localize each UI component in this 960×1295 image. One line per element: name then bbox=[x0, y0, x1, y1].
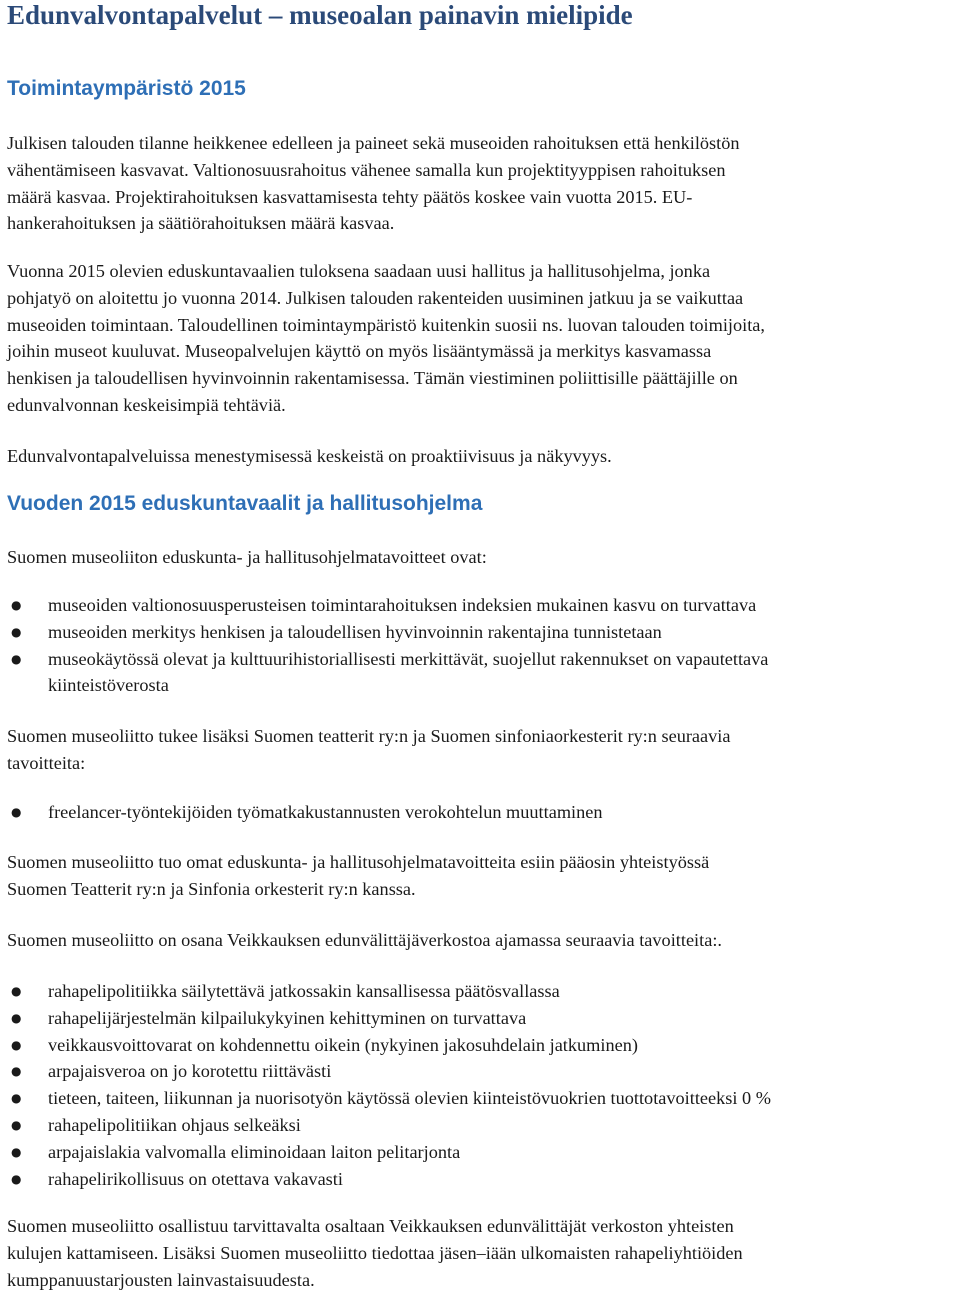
list-item bbox=[7, 978, 960, 1005]
bullet-icon: ● bbox=[11, 1144, 22, 1159]
list-item-text: rahapelipolitiikka säilytettävä jatkossakin kansallisessa päätösvallassa bbox=[48, 981, 560, 1001]
text-line: Julkisen talouden tilanne heikkenee edelleen ja paineet sekä museoiden rahoituksen että henkilöstön bbox=[7, 133, 740, 153]
section-heading-eduskuntavaalit: Vuoden 2015 eduskuntavaalit ja hallitusohjelma bbox=[7, 492, 483, 515]
list-item-text: arpajaisveroa on jo korotettu riittävästi bbox=[48, 1061, 332, 1082]
text-line: kulujen kattamiseen. Lisäksi Suomen museoliitto tiedottaa jäsen–iään ulkomaisten rahapeliyhtiöiden bbox=[7, 1242, 743, 1263]
bullet-icon: ● bbox=[11, 598, 22, 612]
list-item bbox=[7, 1166, 960, 1193]
paragraph-tavoitteet-intro: Suomen museoliiton eduskunta- ja hallitusohjelmatavoitteet ovat: bbox=[7, 547, 487, 567]
list-item-text: arpajaislakia valvomalla eliminoidaan laiton pelitarjonta bbox=[48, 1141, 461, 1162]
paragraph-kulujen-kattaminen bbox=[7, 1213, 957, 1293]
text-line: edunvalvonnan keskeisimpiä tehtäviä. bbox=[7, 394, 286, 415]
list-item-text: tieteen, taiteen, liikunnan ja nuorisotyön käytössä olevien kiinteistövuokrien tuottotavoitteeksi 0 % bbox=[48, 1088, 771, 1109]
text-line: henkisen ja taloudellisen hyvinvoinnin rakentamisessa. Tämän viestiminen poliittisille päättäjille on bbox=[7, 368, 738, 389]
list-item bbox=[7, 799, 960, 826]
paragraph-teatterit-tuki bbox=[7, 723, 957, 777]
bullet-icon: ● bbox=[11, 624, 22, 639]
list-item bbox=[7, 1005, 960, 1032]
list-item-text: museoiden valtionosuusperusteisen toimintarahoituksen indeksien mukainen kasvu on turvattava bbox=[48, 595, 757, 615]
text-line: vähentämiseen kasvavat. Valtionosuusrahoitus vähenee samalla kun projektityyppisen rahoituksen bbox=[7, 159, 726, 180]
text-line: Suomen museoliitto tuo omat eduskunta- ja hallitusohjelmatavoitteita esiin pääosin yhteistyössä bbox=[7, 852, 710, 872]
bullet-icon: ● bbox=[11, 805, 22, 819]
list-item bbox=[7, 1032, 960, 1059]
bullet-icon: ● bbox=[11, 1117, 22, 1132]
bullet-icon: ● bbox=[11, 1037, 22, 1052]
text-line: pohjatyö on aloitettu jo vuonna 2014. Julkisen talouden rakenteiden uusiminen jatkuu ja se vaikuttaa bbox=[7, 287, 744, 308]
list-item-text: veikkausvoittovarat on kohdennettu oikein (nykyinen jakosuhdelain jatkuminen) bbox=[48, 1034, 638, 1055]
bullet-icon: ● bbox=[11, 984, 22, 998]
bullet-icon: ● bbox=[11, 651, 22, 666]
list-item-text: kiinteistöverosta bbox=[48, 675, 169, 696]
text-line: tavoitteita: bbox=[7, 752, 86, 773]
list-item bbox=[7, 646, 960, 700]
document-title: Edunvalvontapalvelut – museoalan painavin mielipide bbox=[7, 0, 633, 30]
text-line: Suomen museoliitto tukee lisäksi Suomen teatterit ry:n ja Suomen sinfoniaorkesterit ry:n seuraavia bbox=[7, 726, 731, 746]
bullet-list-teatterit-goals bbox=[7, 799, 960, 826]
paragraph-yhteistyo bbox=[7, 849, 957, 903]
bullet-icon: ● bbox=[11, 1171, 22, 1186]
text-line: joihin museot kuuluvat. Museopalvelujen käyttö on myös lisääntymässä ja merkitys kasvamassa bbox=[7, 341, 712, 362]
section-heading-toimintaymparisto: Toimintaympäristö 2015 bbox=[7, 77, 246, 100]
paragraph-eduskuntavaalit bbox=[7, 258, 957, 419]
list-item bbox=[7, 619, 960, 646]
list-item-text: rahapelipolitiikan ohjaus selkeäksi bbox=[48, 1114, 301, 1135]
text-line: museoiden toimintaan. Taloudellinen toimintaympäristö kuitenkin suosii ns. luovan talouden toimijoita, bbox=[7, 314, 765, 335]
list-item bbox=[7, 592, 960, 619]
text-line: Suomen Teatterit ry:n ja Sinfonia orkesterit ry:n kanssa. bbox=[7, 878, 416, 899]
bullet-icon: ● bbox=[11, 1091, 22, 1106]
list-item bbox=[7, 1085, 960, 1112]
list-item-text: rahapelirikollisuus on otettava vakavasti bbox=[48, 1168, 343, 1189]
list-item-text: museoiden merkitys henkisen ja taloudellisen hyvinvoinnin rakentajina tunnistetaan bbox=[48, 621, 662, 642]
list-item bbox=[7, 1139, 960, 1166]
list-item bbox=[7, 1112, 960, 1139]
text-line: Vuonna 2015 olevien eduskuntavaalien tuloksena saadaan uusi hallitus ja hallitusohjelma, jonka bbox=[7, 261, 711, 281]
bullet-icon: ● bbox=[11, 1010, 22, 1025]
list-item-text: freelancer-työntekijöiden työmatkakustannusten verokohtelun muuttaminen bbox=[48, 802, 603, 822]
text-line: hankerahoituksen ja säätiörahoituksen määrä kasvaa. bbox=[7, 213, 395, 234]
text-line: kumppanuustarjousten lainvastaisuudesta. bbox=[7, 1269, 315, 1290]
list-item-text: rahapelijärjestelmän kilpailukykyinen kehittyminen on turvattava bbox=[48, 1007, 527, 1028]
text-line: määrä kasvaa. Projektirahoituksen kasvattamisesta tehty päätös koskee vain vuotta 2015. EU- bbox=[7, 186, 693, 207]
list-item bbox=[7, 1058, 960, 1085]
paragraph-proaktiivisuus: Edunvalvontapalveluissa menestymisessä keskeistä on proaktiivisuus ja näkyvyys. bbox=[7, 446, 612, 466]
paragraph-veikkaus-intro: Suomen museoliitto on osana Veikkauksen edunvälittäjäverkostoa ajamassa seuraavia tavoitteita:. bbox=[7, 930, 722, 950]
paragraph-julkisen-talouden bbox=[7, 130, 957, 237]
bullet-list-veikkaus-goals bbox=[7, 978, 960, 1192]
text-line: Suomen museoliitto osallistuu tarvittavalta osaltaan Veikkauksen edunvälittäjät verkoston yhteisten bbox=[7, 1216, 734, 1236]
bullet-list-museoliitto-goals bbox=[7, 592, 960, 699]
list-item-text: museokäytössä olevat ja kulttuurihistoriallisesti merkittävät, suojellut rakennukset on vapautettava bbox=[48, 648, 769, 669]
bullet-icon: ● bbox=[11, 1064, 22, 1079]
